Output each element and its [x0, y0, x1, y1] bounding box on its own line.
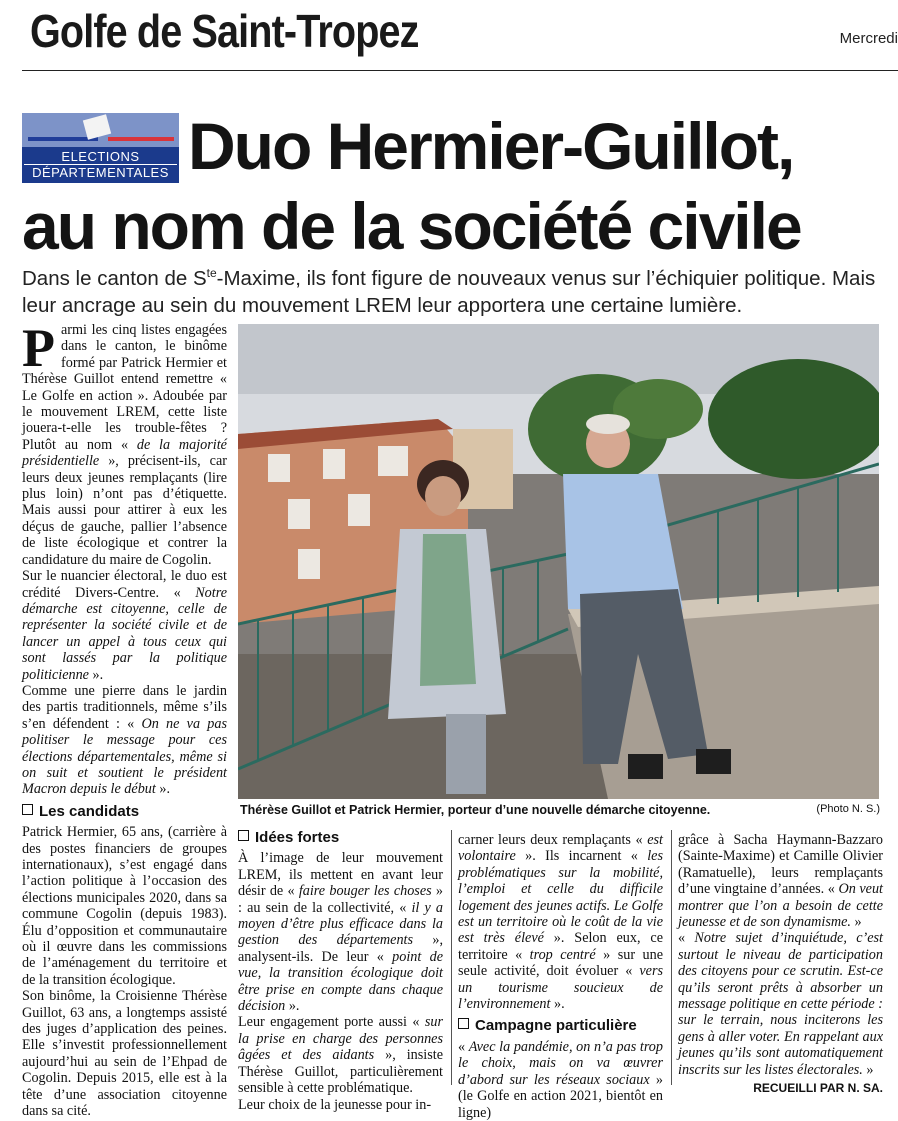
quote: point de vue, la transition écologique doit être prise en compte dans chaque décision: [238, 948, 443, 1015]
badge-line-1: ELECTIONS: [61, 149, 140, 164]
caption-text: Thérèse Guillot et Patrick Hermier, porteur d’une nouvelle démarche citoyenne.: [240, 803, 711, 817]
paragraph: [22, 318, 227, 568]
paragraph: [238, 1014, 443, 1096]
lede-part-1: Dans le canton de S: [22, 266, 207, 290]
text: » (le Golfe en action 2021, bientôt en ligne): [458, 1071, 664, 1121]
text: ».: [88, 666, 104, 683]
subhead-text: Idées fortes: [255, 829, 340, 846]
quote: On veut montrer que l’on a besoin de cette jeunesse et de son dynamisme.: [678, 881, 883, 931]
flag-stripe-red: [108, 137, 174, 141]
elections-badge: [22, 113, 179, 183]
text: «: [678, 930, 695, 947]
byline-signoff: RECUEILLI PAR N. SA.: [753, 1081, 883, 1096]
subhead-text: Campagne particulière: [475, 1017, 637, 1035]
quote: les problématiques sur la mobilité, l’emploi et celle du difficile logement des jeunes actifs. Le Golfe est un territoire où le coût de la vie est très élevé: [458, 848, 663, 947]
paragraph: [458, 1039, 663, 1121]
quote: vers un tourisme soucieux de l’environnement: [458, 963, 663, 1013]
lede-part-2: -Maxime, ils font figure de nouveaux venus sur l’échiquier politique. Mais leur ancrage au sein du mouvement LREM leur apportera une certaine lumière.: [22, 266, 876, 317]
quote: il y a moyen d’être plus efficace dans la gestion des départements: [238, 899, 444, 949]
text: » sur une seule activité, doit évoluer «: [458, 946, 664, 980]
subhead-candidats: [22, 804, 227, 820]
quote: faire bouger les choses: [298, 883, 432, 900]
text: », insiste Thérèse Guillot, particulièrement sensible à cette problématique.: [238, 1047, 443, 1097]
lede-sup: te: [206, 266, 217, 280]
text: ». Ils incarnent «: [515, 848, 648, 865]
paragraph: [22, 568, 227, 683]
photo-caption: [240, 803, 880, 817]
quote: de la majorité présidentielle: [22, 436, 227, 470]
text: carner leurs deux remplaçants «: [458, 832, 648, 848]
text: grâce à Sacha Haymann-Bazzaro (Sainte-Maxime) et Camille Olivier (Ramatuelle), leurs remplaçants d’une vingtaine d’années. «: [678, 832, 883, 898]
quote: Notre sujet d’inquiétude, c’est surtout le niveau de participation des citoyens pour ce scrutin. Est-ce qu’ils seront prêts à absorber un message politique en cette période : sur le terrain, nous inciterons les gens à aller voter. En rappelant aux jeunes qu’ils sont automatiquement inscrits sur les listes électorales.: [678, 930, 884, 1078]
text: »: [850, 914, 862, 931]
paragraph: Patrick Hermier, 65 ans, (carrière à des postes financiers de groupes internationaux), s’est engagé dans l’action politique à l’occasion des élections municipales 2020, dans sa commune Cogolin (depuis 1983). Élu d’opposition et communautaire où il œuvre dans les commissions de l’aménagement du territoire et de la transition écologique.: [22, 824, 227, 988]
paragraph: [678, 832, 883, 930]
dateline: Mercredi: [839, 30, 898, 47]
text: » : au sein de la collectivité, «: [238, 883, 443, 916]
paragraph: [678, 930, 883, 1078]
paragraph: [458, 832, 663, 1012]
headline-line-2: au nom de la société civile: [22, 189, 801, 263]
article-column-3: [458, 832, 663, 1121]
subhead-text: Les candidats: [39, 802, 140, 820]
square-bullet-icon: [238, 830, 249, 841]
paragraph: [22, 683, 227, 798]
column-divider: [451, 830, 452, 1085]
column-divider: [671, 830, 672, 1085]
article-column-1: [22, 318, 227, 1120]
article-photo: [238, 324, 879, 799]
lede: [22, 260, 892, 319]
text: », analysent-ils. De leur «: [238, 932, 443, 965]
square-bullet-icon: [22, 804, 33, 815]
quote: trop centré: [529, 946, 596, 963]
headline-line-1: Duo Hermier-Guillot,: [188, 109, 794, 183]
text: », précisent-ils, car leurs deux jeunes remplaçants (lire plus loin) n’ont pas d’étiquette. Mais aussi pour attirer à eux les déçus de gauche, pallier l’absence de liste écologique et contrer la candidature du maire de Cogolin.: [22, 453, 227, 568]
text: À l’image de leur mouvement LREM, ils mettent en avant leur désir de «: [238, 850, 443, 900]
text: ».: [550, 996, 565, 1013]
paragraph: Son binôme, la Croisienne Thérèse Guillot, 63 ans, a longtemps assisté des juges d’application des peines. Elle s’investit professionnellement aujourd’hui au sein de l’Ehpad de Cogolin. Depuis 2015, elle est à la tête d’une association citoyenne dans sa cité.: [22, 988, 227, 1120]
badge-line-2: DÉPARTEMENTALES: [24, 164, 177, 180]
photo-illustration: [238, 324, 879, 799]
text: «: [458, 1038, 469, 1055]
header-rule: [22, 70, 898, 71]
text: »: [862, 1061, 874, 1078]
section-rubric: Golfe de Saint-Tropez: [30, 5, 419, 57]
quote: On ne va pas politiser le message pour ces élections départementales, même si on suit et soutient le président Macron depuis le début: [22, 715, 227, 798]
drop-cap: P: [22, 318, 55, 378]
text: ».: [155, 781, 171, 798]
text: ». Selon eux, ce territoire «: [458, 930, 663, 963]
quote: sur la prise en charge des personnes âgées et des aidants: [238, 1014, 443, 1064]
text: Sur le nuancier électoral, le duo est crédité Divers-Centre. «: [22, 568, 227, 601]
subhead-idees-fortes: [238, 830, 443, 846]
paragraph: [238, 850, 443, 1014]
quote: Avec la pandémie, on n’a pas trop le choix, mais on va œuvrer d’abord sur les réseaux sociaux: [458, 1038, 663, 1088]
quote: est volontaire: [458, 832, 663, 865]
text: Comme une pierre dans le jardin des partis traditionnels, même s’ils s’en défendent : «: [22, 682, 227, 732]
subhead-campagne: [458, 1018, 663, 1034]
article-column-2: [238, 830, 443, 1113]
article-column-4: [678, 832, 883, 1097]
square-bullet-icon: [458, 1018, 469, 1029]
paragraph: Leur choix de la jeunesse pour in-: [238, 1096, 432, 1113]
photo-credit: (Photo N. S.): [816, 803, 880, 815]
quote: Notre démarche est citoyenne, celle de représenter la société civile et de lancer un appel à tous ceux qui sont lassés par la politique politicienne: [22, 584, 227, 683]
text: ».: [285, 998, 300, 1015]
text: armi les cinq listes engagées dans le canton, le binôme formé par Patrick Hermier et Thérèse Guillot entend remettre « Le Golfe en action ». Adoubée par le mouvement LREM, cette liste jouera-t-elle les trouble-fêtes ? Plutôt au nom «: [22, 322, 227, 453]
text: Leur engagement porte aussi «: [238, 1014, 425, 1031]
